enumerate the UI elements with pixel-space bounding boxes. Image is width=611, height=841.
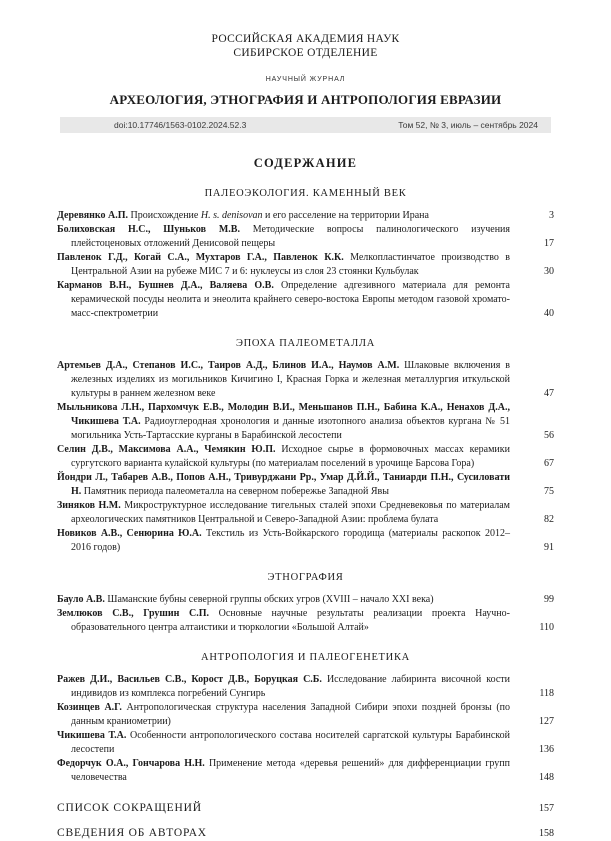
- entry-text: [57, 607, 522, 635]
- entry-authors: Павленок Г.Д., Когай С.А., Мухтаров Г.А., Павленок К.К.: [57, 252, 351, 263]
- entry-page-number: 56: [544, 430, 554, 441]
- entry-title: Текстиль из Усть-Войкарского городища (материалы раскопок 2012–2016 годов): [71, 528, 510, 553]
- toc-entry: [57, 673, 554, 701]
- academy-name: РОССИЙСКАЯ АКАДЕМИЯ НАУК: [211, 33, 400, 45]
- entry-authors: Чикишева Т.А.: [57, 730, 130, 741]
- entry-page-number: 47: [544, 388, 554, 399]
- entry-text: [57, 223, 522, 251]
- entry-text: [57, 527, 522, 555]
- toc-entry: [57, 279, 554, 321]
- entry-text: [57, 471, 522, 499]
- footer-entry: [57, 827, 554, 841]
- entry-page-number: 148: [539, 772, 554, 783]
- entry-title: Исходное сырье в формовочных массах керамики сургутского варианта кулайской культуры (по материалам поселений в урочище Барсова Гора): [71, 444, 510, 469]
- section-heading: ЭПОХА ПАЛЕОМЕТАЛЛА: [236, 338, 375, 349]
- footer-entry: [57, 802, 554, 816]
- issue-info-bar: [60, 117, 551, 133]
- entry-authors: Землюков С.В., Грушин С.П.: [57, 608, 219, 619]
- section-heading: АНТРОПОЛОГИЯ И ПАЛЕОГЕНЕТИКА: [201, 652, 410, 663]
- entry-authors: Йондри Л., Табарев А.В., Попов А.Н., Тривурджани Рр., Умар Д.Й.Й., Таниарди П.Н., Сусиловати Н.: [57, 472, 510, 497]
- entry-title: Исследование лабиринта височной кости индивидов из комплекса погребений Сунгирь: [71, 674, 510, 699]
- entry-text: [57, 729, 522, 757]
- toc-entry: [57, 729, 554, 757]
- entry-authors: Федорчук О.А., Гончарова Н.Н.: [57, 758, 209, 769]
- entry-title: Антропологическая структура населения Западной Сибири эпохи поздней бронзы (по данным краниометрии): [71, 702, 510, 727]
- journal-type-label: НАУЧНЫЙ ЖУРНАЛ: [265, 76, 346, 83]
- entry-authors: Болиховская Н.С., Шуньков М.В.: [57, 224, 253, 235]
- footer-entry-label: СВЕДЕНИЯ ОБ АВТОРАХ: [57, 827, 207, 839]
- footer-entry-label: СПИСОК СОКРАЩЕНИЙ: [57, 802, 202, 814]
- entry-authors: Козинцев А.Г.: [57, 702, 127, 713]
- entry-title: Методические вопросы палинологического изучения плейстоценовых отложений Денисовой пещеры: [71, 224, 510, 249]
- toc-entry: [57, 593, 554, 607]
- entry-authors: Деревянко А.П.: [57, 210, 131, 221]
- entry-text: [57, 593, 522, 607]
- entry-page-number: 127: [539, 716, 554, 727]
- toc-entry: [57, 209, 554, 223]
- entry-title: Радиоуглеродная хронология и данные изотопного анализа объектов кургана № 51 могильника Усть-Тартасские курганы в Барабинской лесостепи: [71, 416, 510, 441]
- toc-entry: [57, 499, 554, 527]
- entry-title: Памятник периода палеометалла на северном побережье Западной Явы: [83, 486, 389, 497]
- footer-entries: [57, 802, 554, 841]
- toc-entry: [57, 701, 554, 729]
- footer-entry-page-number: 157: [539, 803, 554, 814]
- entry-title: Мелкопластинчатое производство в Центральной Азии на рубеже МИС 7 и 6: нуклеусы из слоя 23 стоянки Кульбулак: [71, 252, 510, 277]
- entry-page-number: 99: [544, 594, 554, 605]
- entry-authors: Карманов В.Н., Бушнев Д.А., Валяева О.В.: [57, 280, 281, 291]
- branch-name: СИБИРСКОЕ ОТДЕЛЕНИЕ: [233, 47, 378, 59]
- toc-sections: [57, 188, 554, 785]
- section-heading: ПАЛЕОЭКОЛОГИЯ. КАМЕННЫЙ ВЕК: [204, 188, 407, 199]
- entry-page-number: 17: [544, 238, 554, 249]
- entry-text: [57, 209, 522, 223]
- entry-page-number: 82: [544, 514, 554, 525]
- entry-authors: Зиняков Н.М.: [57, 500, 125, 511]
- entry-page-number: 67: [544, 458, 554, 469]
- entry-title: Микроструктурное исследование тигельных сталей эпохи Средневековья по материалам археологических памятников Центральной и Северо-Западной Азии: проблема булата: [71, 500, 510, 525]
- issue-label: Том 52, № 3, июль – сентябрь 2024: [398, 120, 538, 130]
- entry-page-number: 110: [539, 622, 554, 633]
- footer-entry-page-number: 158: [539, 828, 554, 839]
- entry-authors: Селин Д.В., Максимова А.А., Чемякин Ю.П.: [57, 444, 282, 455]
- contents-title: СОДЕРЖАНИЕ: [253, 156, 358, 170]
- toc-entry: [57, 757, 554, 785]
- entry-text: [57, 443, 522, 471]
- entry-title: Шаманские бубны северной группы обских угров (XVIII – начало XXI века): [107, 594, 434, 605]
- entry-text: [57, 701, 522, 729]
- entry-authors: Бауло А.В.: [57, 594, 108, 605]
- entry-authors: Новиков А.В., Сенюрина Ю.А.: [57, 528, 206, 539]
- entry-text: [57, 401, 522, 443]
- entry-title: Определение адгезивного материала для ремонта керамической посуды неолита и энеолита крайнего северо-востока Европы методом газовой хромато-масс-спектрометрии: [71, 280, 510, 319]
- entry-page-number: 118: [539, 688, 554, 699]
- entry-page-number: 75: [544, 486, 554, 497]
- entry-page-number: 30: [544, 266, 554, 277]
- entry-title: Особенности антропологического состава носителей саргатской культуры Барабинской лесостепи: [71, 730, 511, 755]
- entry-text: [57, 499, 522, 527]
- entry-title: Шлаковые включения в железных изделиях из могильников Кичигино I, Красная Горка и железная металлургия иткульской культуры в раннем железном веке: [71, 360, 510, 399]
- toc-entry: [57, 527, 554, 555]
- toc-entry: [57, 607, 554, 635]
- entry-text: [57, 251, 522, 279]
- toc-entry: [57, 401, 554, 443]
- toc-entry: [57, 471, 554, 499]
- entry-title: Основные научные результаты реализации проекта Научно-образовательного центра алтаистики и тюркологии «Большой Алтай»: [71, 608, 510, 633]
- toc-entry: [57, 223, 554, 251]
- toc-entry: [57, 251, 554, 279]
- journal-title: АРХЕОЛОГИЯ, ЭТНОГРАФИЯ И АНТРОПОЛОГИЯ ЕВРАЗИИ: [109, 92, 502, 107]
- section-heading: ЭТНОГРАФИЯ: [267, 572, 344, 583]
- entry-title: Применение метода «деревья решений» для дифференциации групп человечества: [71, 758, 510, 783]
- entry-page-number: 91: [544, 542, 554, 553]
- entry-authors: Артемьев Д.А., Степанов И.С., Таиров А.Д., Блинов И.А., Наумов А.М.: [57, 360, 405, 371]
- toc-entry: [57, 443, 554, 471]
- entry-text: [57, 279, 522, 321]
- entry-page-number: 3: [549, 210, 554, 221]
- entry-authors: Мыльникова Л.Н., Пархомчук Е.В., Молодин В.И., Меньшанов П.Н., Бабина К.А., Ненахов Д.А., Чикишева Т.А.: [57, 402, 510, 427]
- doi-label: doi:10.17746/1563-0102.2024.52.3: [114, 120, 247, 130]
- entry-text: [57, 757, 522, 785]
- entry-page-number: 40: [544, 308, 554, 319]
- entry-page-number: 136: [539, 744, 554, 755]
- entry-title: Происхождение H. s. denisovan и его расселение на территории Ирана: [130, 210, 429, 221]
- toc-entry: [57, 359, 554, 401]
- entry-text: [57, 359, 522, 401]
- entry-authors: Ражев Д.И., Васильев С.В., Корост Д.В., Боруцкая С.Б.: [57, 674, 327, 685]
- entry-text: [57, 673, 522, 701]
